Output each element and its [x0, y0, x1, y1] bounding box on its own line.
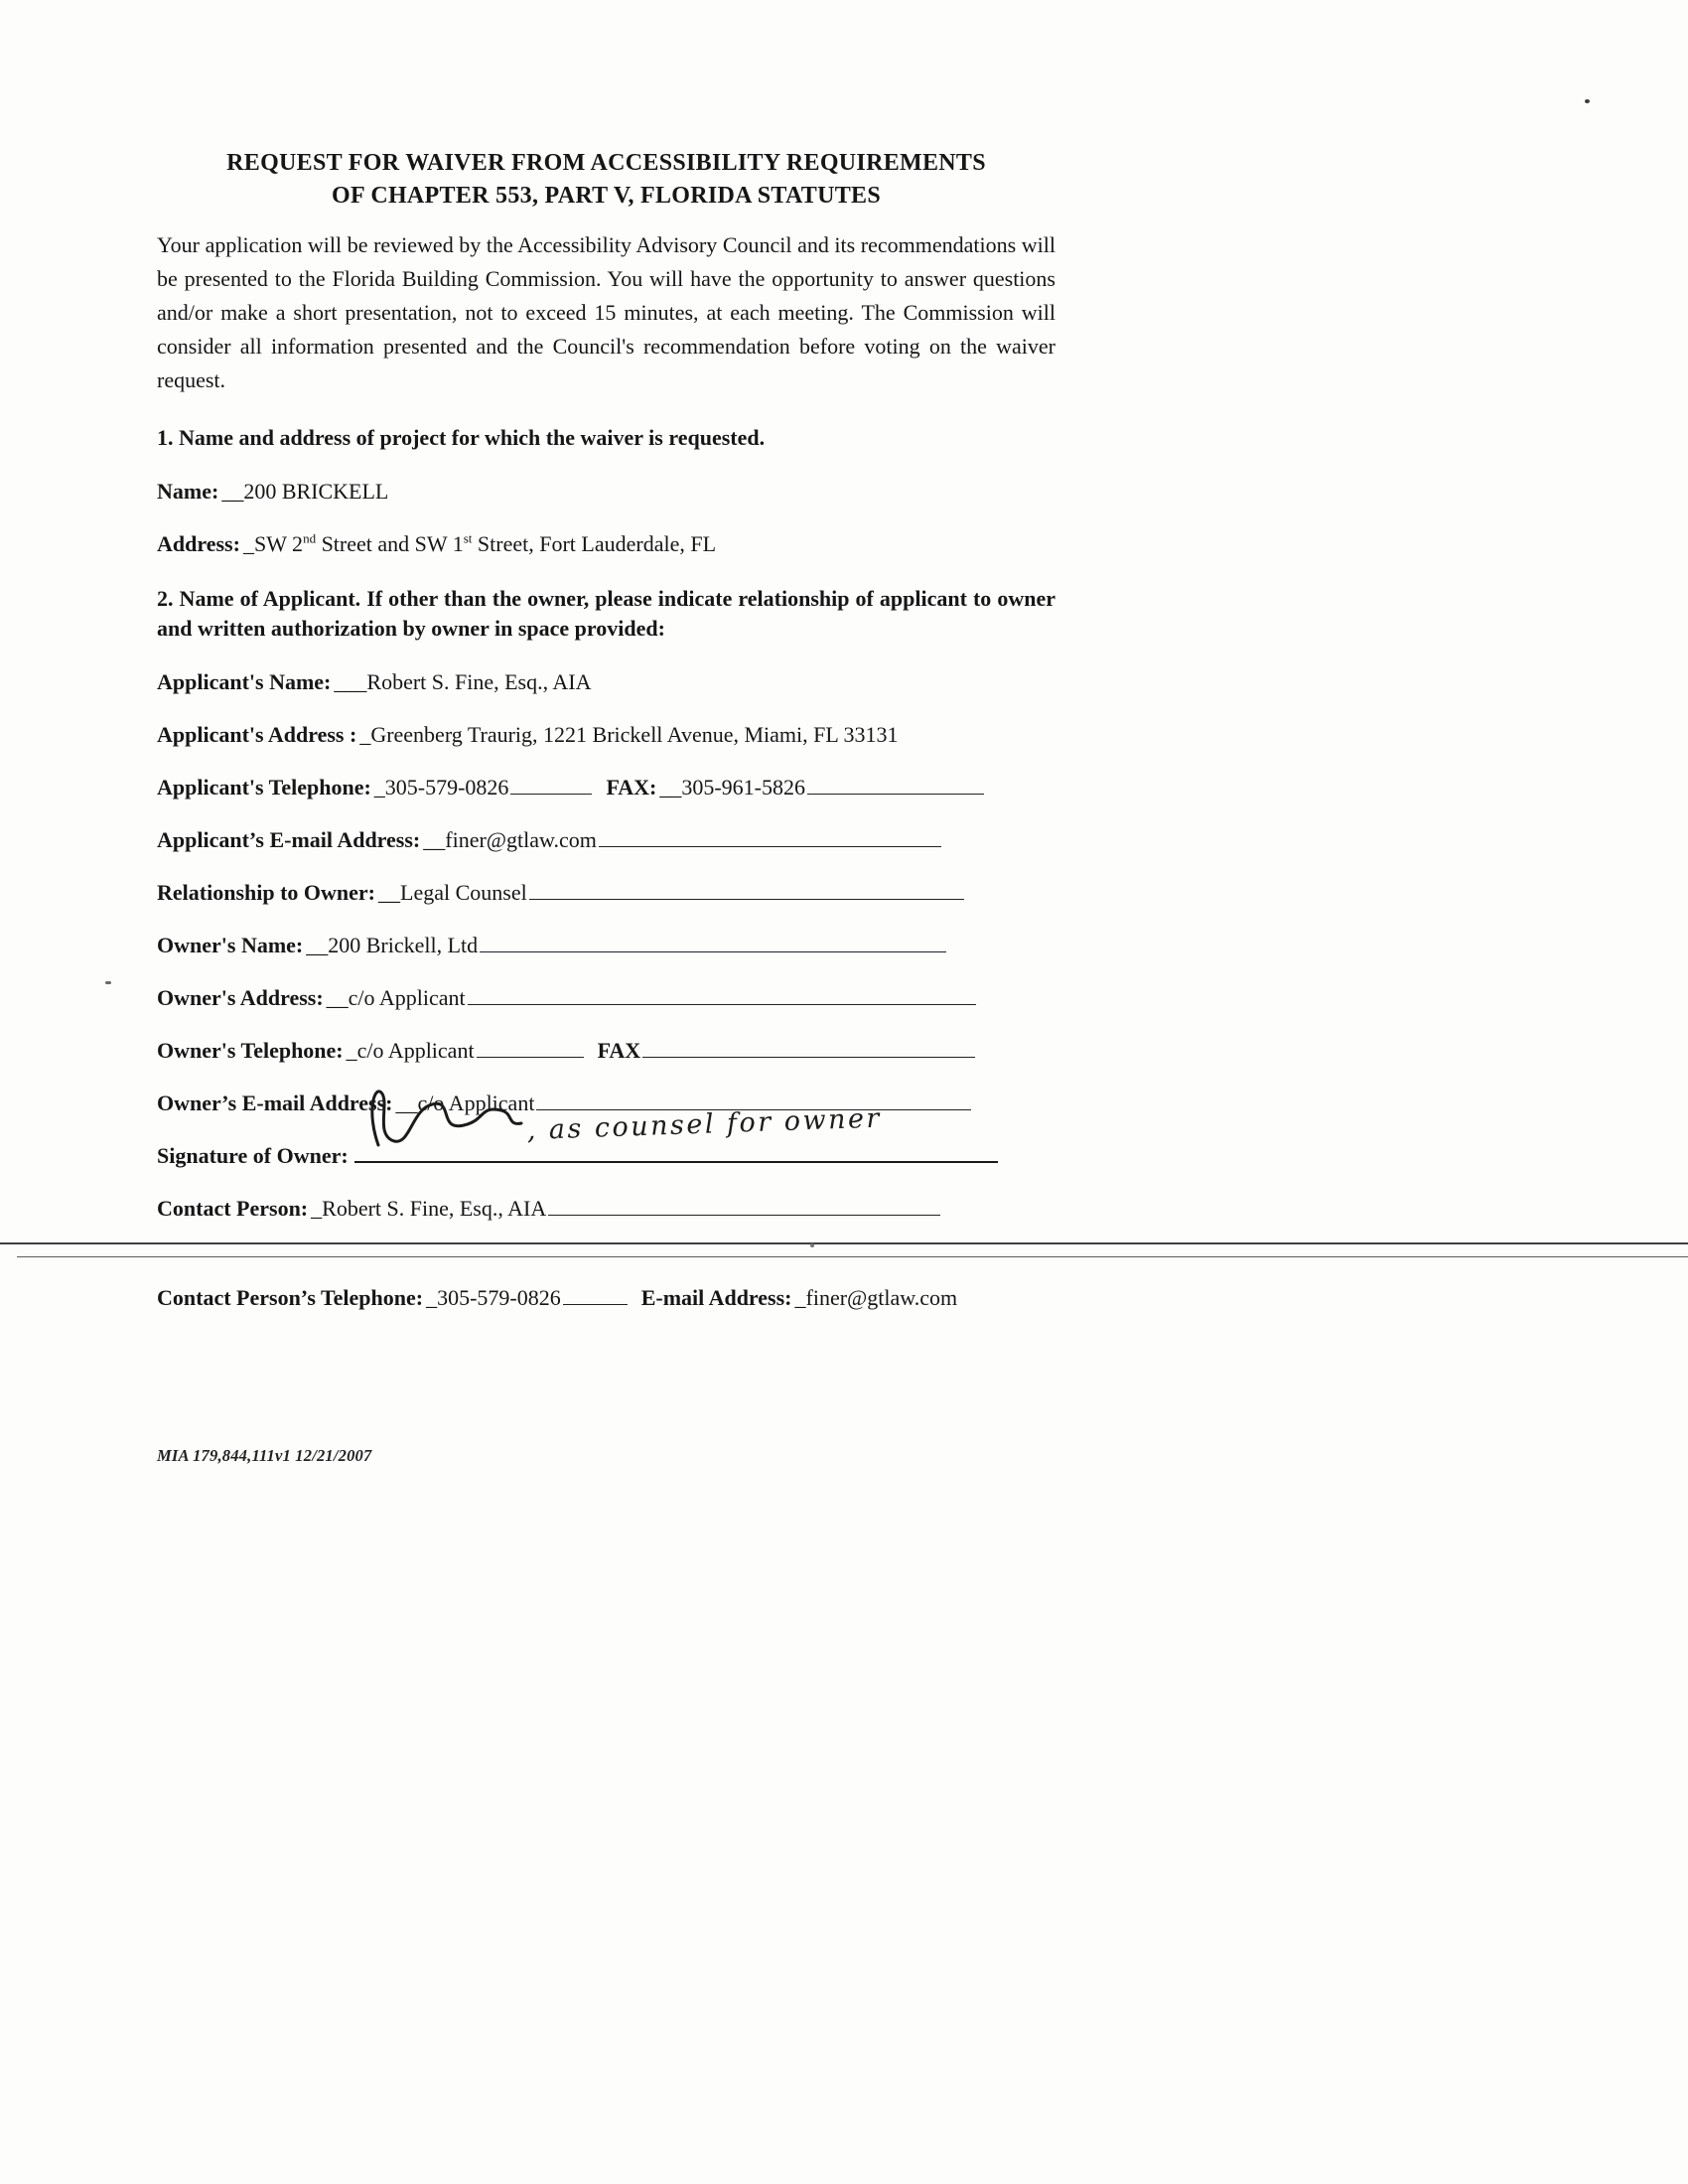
applicant-email-value: __finer@gtlaw.com [423, 827, 597, 852]
field-contact-person [157, 1195, 1055, 1223]
project-address-label: Address: [157, 531, 240, 556]
document-footer: MIA 179,844,111v1 12/21/2007 [157, 1446, 372, 1465]
address-part-2: Street and SW 1 [316, 531, 464, 556]
applicant-address-value: _Greenberg Traurig, 1221 Brickell Avenue, Miami, FL 33131 [359, 722, 899, 747]
field-applicant-telephone [157, 774, 1055, 801]
blank-line [529, 894, 964, 900]
owner-address-value: __c/o Applicant [326, 985, 466, 1010]
address-part-3: Street, Fort Lauderdale, FL [472, 531, 717, 556]
applicant-fax-value: __305-961-5826 [659, 775, 806, 800]
applicant-telephone-label: Applicant's Telephone: [157, 775, 371, 800]
title-line-2: OF CHAPTER 553, PART V, FLORIDA STATUTES [331, 183, 882, 209]
signature-label: Signature of Owner: [157, 1143, 349, 1168]
contact-email-label: E-mail Address: [640, 1285, 792, 1310]
document-content [0, 0, 1055, 1466]
applicant-email-label: Applicant’s E-mail Address: [157, 827, 421, 852]
title-line-1: REQUEST FOR WAIVER FROM ACCESSIBILITY REQUIREMENTS [226, 150, 986, 176]
signature-stroke [372, 1092, 521, 1145]
blank-line [563, 1299, 628, 1305]
field-applicant-name [157, 668, 1055, 696]
project-name-label: Name: [157, 479, 219, 504]
field-applicant-email [157, 826, 1055, 854]
address-superscript-2: st [463, 530, 473, 546]
contact-telephone-label: Contact Person’s Telephone: [157, 1285, 424, 1310]
owner-fax-label: FAX [597, 1038, 641, 1063]
blank-line [599, 841, 941, 847]
address-part-1: _SW 2 [242, 531, 304, 556]
blank-line [477, 1052, 584, 1058]
owner-email-value: __c/o Applicant [395, 1091, 535, 1115]
scan-artifact-dot [1585, 99, 1590, 103]
applicant-name-value: ___Robert S. Fine, Esq., AIA [334, 669, 592, 694]
field-owner-telephone [157, 1037, 1055, 1065]
blank-line [807, 789, 984, 795]
relationship-label: Relationship to Owner: [157, 880, 375, 905]
contact-email-value: _finer@gtlaw.com [794, 1285, 958, 1310]
document-title [157, 147, 1055, 213]
owner-email-label: Owner’s E-mail Address: [157, 1091, 393, 1115]
blank-line [480, 946, 946, 952]
section-1-heading: 1. Name and address of project for which the waiver is requested. [157, 425, 766, 450]
project-address-value [243, 531, 716, 556]
owner-name-label: Owner's Name: [157, 933, 304, 957]
scan-artifact-dot [810, 1243, 814, 1247]
page-break-line-1 [0, 1242, 1688, 1244]
contact-telephone-value: _305-579-0826 [426, 1285, 561, 1310]
applicant-telephone-value: _305-579-0826 [373, 775, 509, 800]
project-name-value: __200 BRICKELL [221, 479, 389, 504]
applicant-name-label: Applicant's Name: [157, 669, 332, 694]
field-relationship-to-owner [157, 879, 1055, 907]
applicant-fax-label: FAX: [606, 775, 657, 800]
field-contact-telephone-email [157, 1284, 1055, 1312]
intro-paragraph: Your application will be reviewed by the Accessibility Advisory Council and its recommendations will be presented to the Florida Building Commission. You will have the opportunity to answer questions and/or make a short presentation, not to exceed 15 minutes, at each meeting. The Commission will consider all information presented and the Council's recommendation before voting on the waiver request. [157, 232, 1055, 392]
field-project-name [157, 478, 1055, 506]
signature-drawing [356, 1082, 992, 1167]
scan-page-break-lines [0, 1242, 1688, 1258]
field-owner-address [157, 984, 1055, 1012]
field-applicant-address [157, 721, 1055, 749]
blank-line [510, 789, 592, 795]
owner-name-value: __200 Brickell, Ltd [306, 933, 479, 957]
owner-telephone-label: Owner's Telephone: [157, 1038, 344, 1063]
applicant-address-label: Applicant's Address : [157, 722, 357, 747]
blank-line [468, 999, 976, 1005]
field-owner-name [157, 932, 1055, 959]
blank-line [642, 1052, 975, 1058]
contact-person-value: _Robert S. Fine, Esq., AIA [311, 1196, 547, 1221]
contact-person-label: Contact Person: [157, 1196, 309, 1221]
address-superscript-1: nd [303, 530, 317, 546]
blank-line [548, 1210, 940, 1216]
owner-address-label: Owner's Address: [157, 985, 324, 1010]
section-2-heading: 2. Name of Applicant. If other than the owner, please indicate relationship of applicant to owner and written authorization by owner in space provided: [157, 586, 1055, 641]
relationship-value: __Legal Counsel [378, 880, 527, 905]
field-project-address [157, 530, 1055, 558]
scan-artifact-dot [105, 981, 111, 984]
signature-note: , as counsel for owner [525, 1102, 883, 1146]
page-break-line-2 [17, 1256, 1688, 1257]
owner-telephone-value: _c/o Applicant [346, 1038, 475, 1063]
